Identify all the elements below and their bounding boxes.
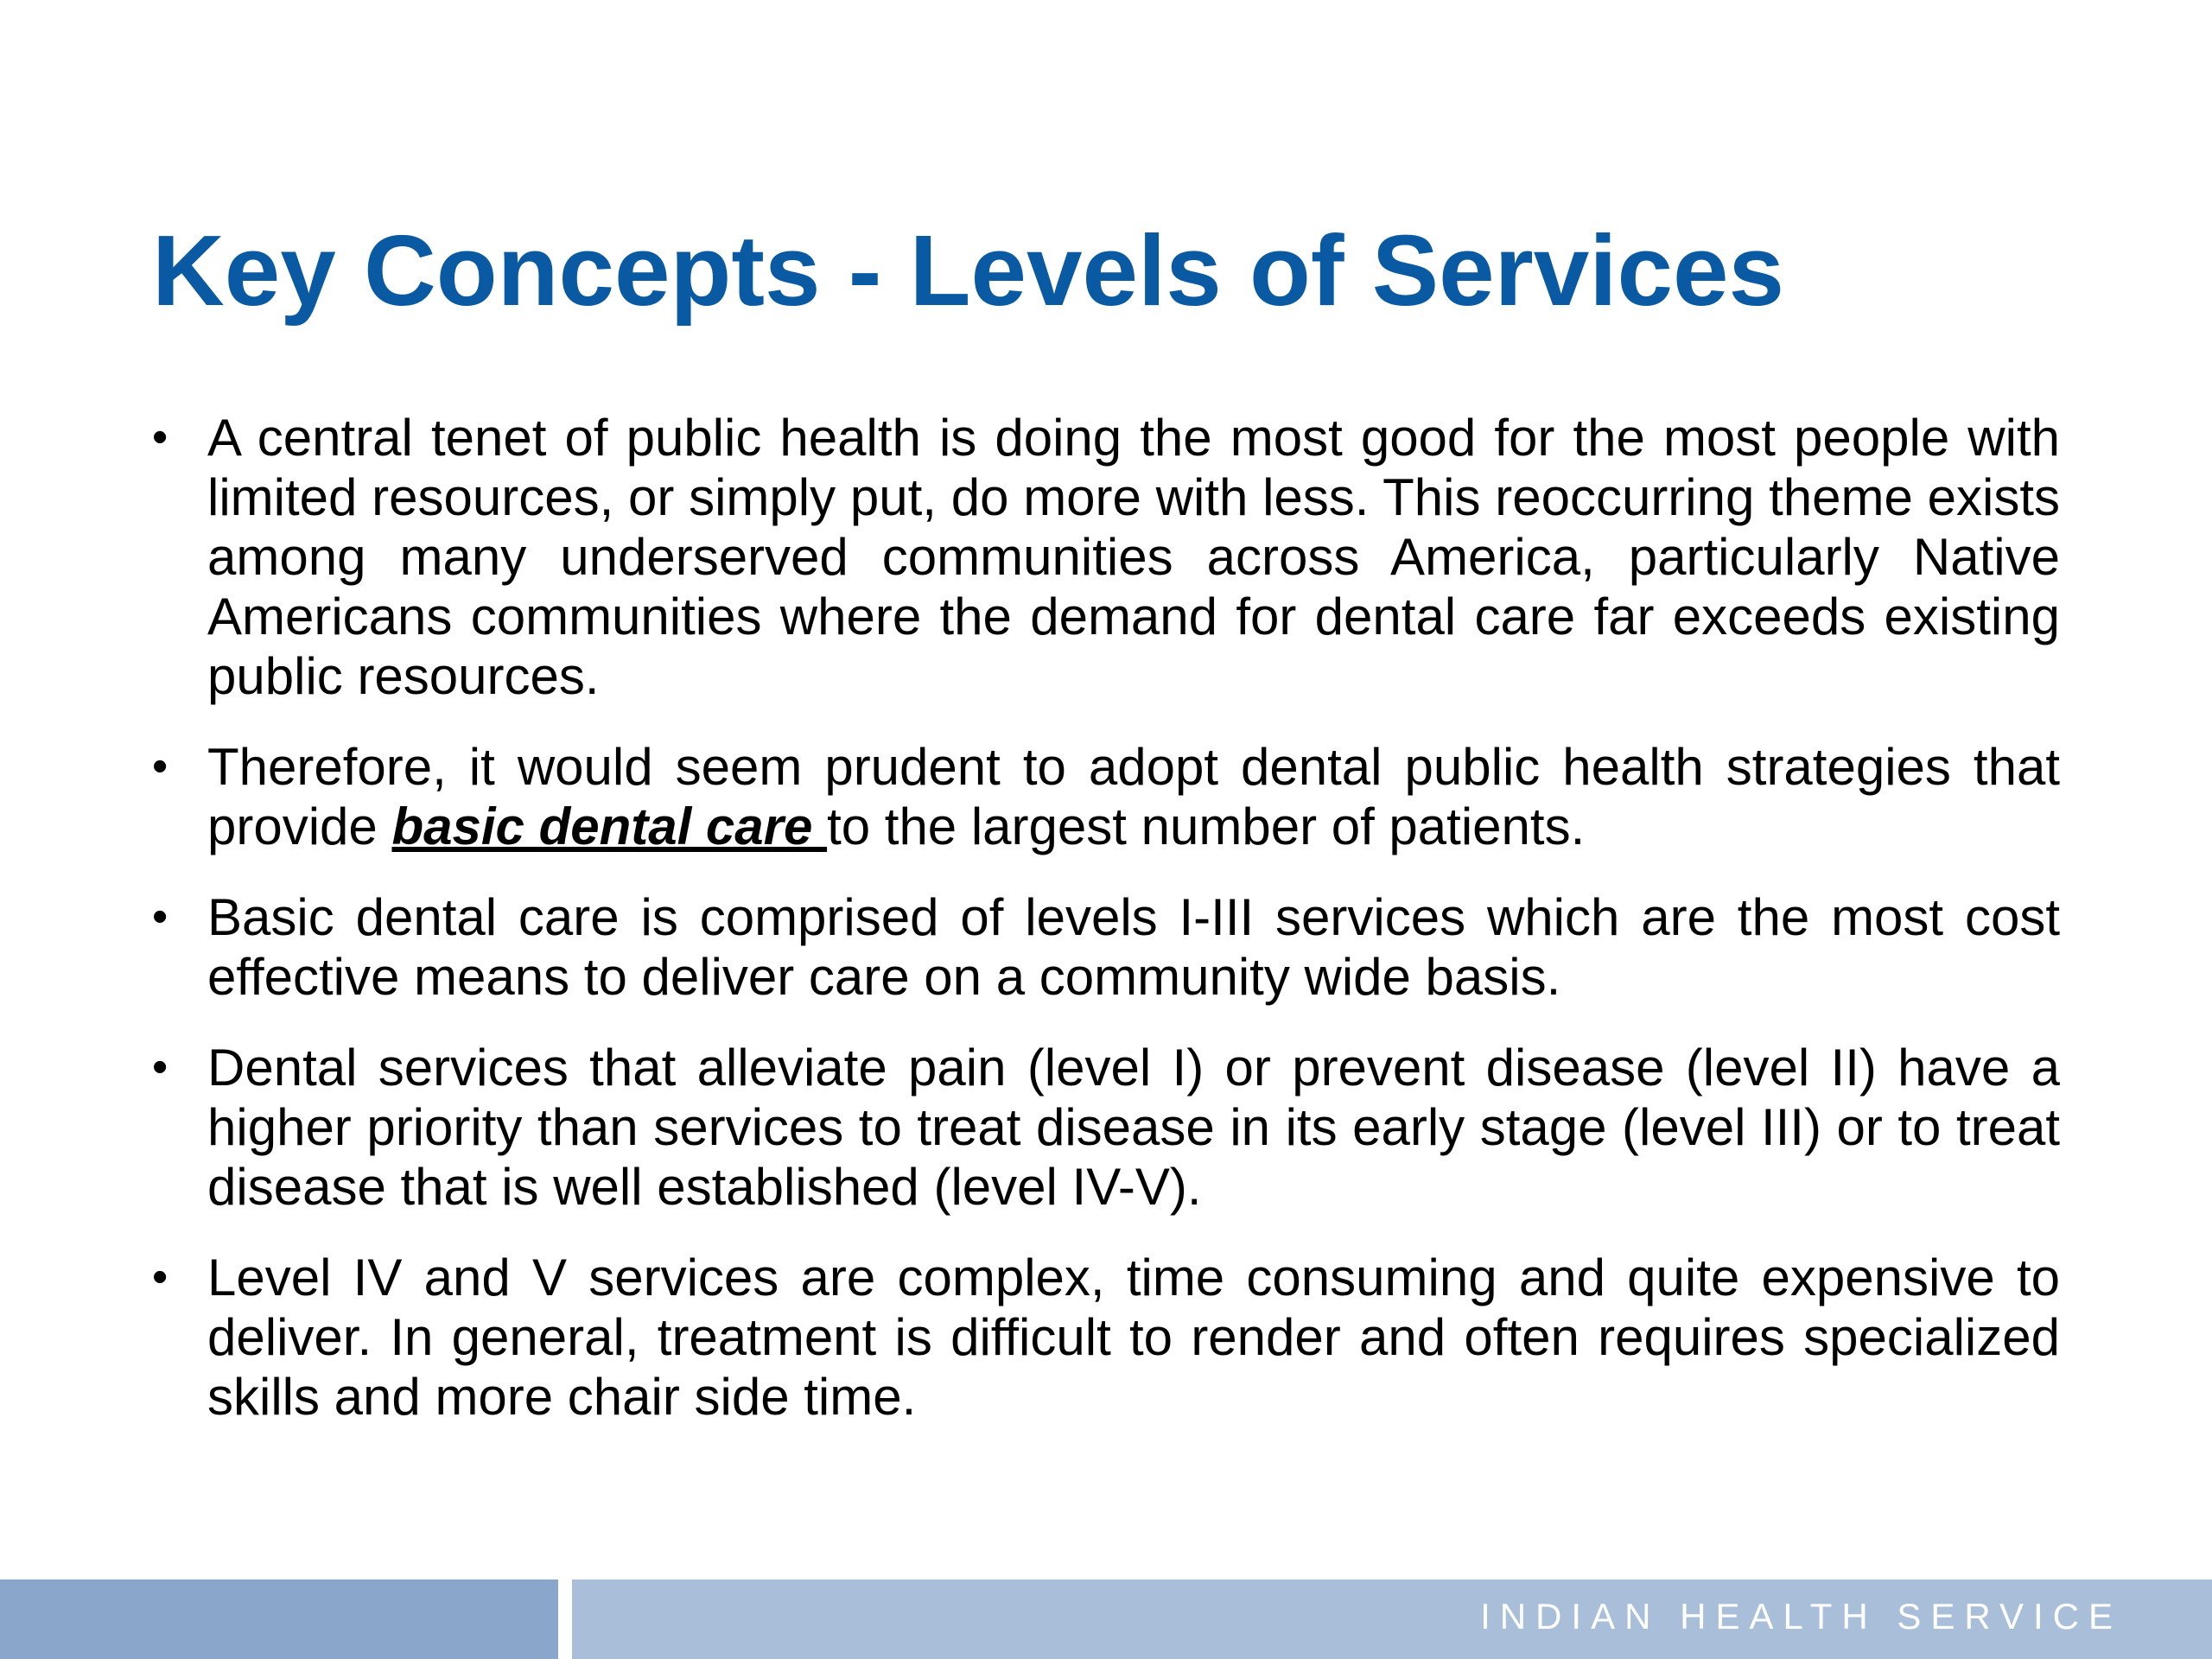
bullet-item — [152, 887, 2060, 1007]
footer-bar — [0, 1580, 2212, 1659]
emphasized-term: basic dental care — [391, 798, 828, 855]
slide-title: Key Concepts - Levels of Services — [152, 214, 1785, 327]
bullet-item — [152, 1038, 2060, 1217]
bullet-item — [152, 737, 2060, 856]
bullet-text: A central tenet of public health is doing the most good for the most people with limited resources, or simply put, do more with less. This reoccurring theme exists among many underserved communities across America, particularly Native Americans communities where the demand for dental care far exceeds existing public resources. — [207, 409, 2060, 705]
bullet-item — [152, 1248, 2060, 1427]
bullet-glyph: • — [152, 892, 168, 942]
footer-left-block — [0, 1580, 558, 1659]
bullet-text: Basic dental care is comprised of levels I-III services which are the most cost effective means to deliver care on a community wide basis. — [207, 888, 2060, 1006]
bullet-glyph: • — [152, 1252, 168, 1302]
bullet-glyph: • — [152, 412, 168, 462]
bullet-glyph: • — [152, 1042, 168, 1092]
bullet-text: Level IV and V services are complex, time consuming and quite expensive to deliver. In general, treatment is difficult to render and often requires specialized skills and more chair side time. — [207, 1249, 2060, 1426]
bullet-list — [152, 408, 2060, 1458]
bullet-text-before: Therefore, it would seem prudent to adopt dental public health strategies that provide — [207, 738, 2060, 855]
bullet-text-after: to the largest number of patients. — [827, 798, 1586, 855]
bullet-text: Dental services that alleviate pain (level I) or prevent disease (level II) have a higher priority than services to treat disease in its early stage (level III) or to treat disease that is well established (level IV-V). — [207, 1039, 2060, 1216]
bullet-item — [152, 408, 2060, 706]
bullet-glyph: • — [152, 741, 168, 791]
footer-right-block — [572, 1580, 2212, 1659]
footer-brand-text: INDIAN HEALTH SERVICE — [1480, 1596, 2122, 1637]
